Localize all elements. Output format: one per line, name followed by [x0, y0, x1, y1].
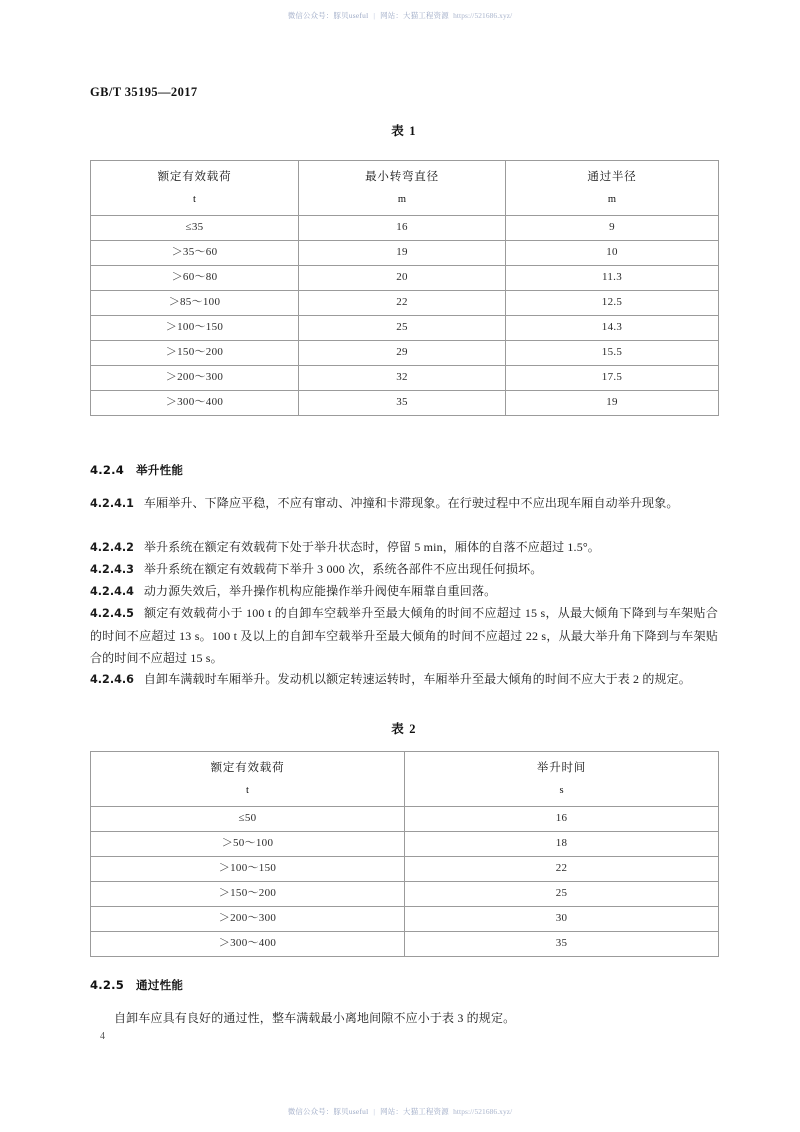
table-2-cell-lift-time: 35 [405, 932, 719, 957]
table-1-cell-load: ＞300～400 [91, 391, 299, 416]
clause-4-2-4-5 [90, 602, 718, 669]
watermark-wechat-label: 微信公众号：豚贝useful [287, 1107, 369, 1116]
standard-number-header: GB/T 35195—2017 [90, 85, 198, 99]
table-row [91, 241, 719, 266]
table-1-cell-pass-radius: 14.3 [506, 316, 719, 341]
clause-4-2-4-6 [90, 668, 718, 691]
table-1-header-load-unit: t [193, 194, 196, 206]
table-1-cell-pass-radius: 17.5 [506, 366, 719, 391]
clause-4-2-4-1 [90, 492, 718, 515]
table-1-header-load [91, 161, 299, 216]
table-2-header-lift-time-unit: s [559, 785, 564, 797]
table-2-cell-load: ＞150～200 [91, 882, 405, 907]
table-2-cell-load: ≤50 [91, 807, 405, 832]
table-row [91, 807, 719, 832]
clause-4-2-4-6-text: 自卸车满载时车厢举升。发动机以额定转速运转时，车厢举升至最大倾角的时间不应大于表 2 的规定。 [143, 672, 691, 686]
watermark-url: https://521686.xyz/ [453, 11, 513, 20]
table-2-header-load-unit: t [246, 785, 249, 797]
clause-4-2-4-4-text: 动力源失效后，举升操作机构应能操作举升阀使车厢靠自重回落。 [143, 584, 497, 598]
table-1-cell-pass-radius: 19 [506, 391, 719, 416]
watermark-site-label: 网站：大猫工程资源 [380, 1107, 449, 1116]
table-1-cell-turning-diameter: 22 [299, 291, 506, 316]
table-1-cell-load: ＞100～150 [91, 316, 299, 341]
table-1-cell-load: ＞60～80 [91, 266, 299, 291]
table-1-cell-load: ＞200～300 [91, 366, 299, 391]
table-2-header-lift-time [405, 752, 719, 807]
table-2-cell-load: ＞200～300 [91, 907, 405, 932]
table-1-cell-load: ≤35 [91, 216, 299, 241]
table-2-cell-load: ＞300～400 [91, 932, 405, 957]
clause-4-2-5-body: 自卸车应具有良好的通过性，整车满载最小离地间隙不应小于表 3 的规定。 [114, 1011, 516, 1025]
clause-4-2-4-4 [90, 580, 718, 603]
watermark-site-label: 网站：大猫工程资源 [380, 11, 449, 20]
table-row [91, 216, 719, 241]
table-1-caption: 表 1 [391, 124, 417, 138]
table-2 [90, 751, 719, 957]
clause-4-2-5-title: 通过性能 [136, 978, 184, 992]
table-1-header-pass-radius [506, 161, 719, 216]
table-1-cell-pass-radius: 9 [506, 216, 719, 241]
table-row [91, 391, 719, 416]
table-2-header-load-name: 额定有效载荷 [210, 761, 285, 774]
table-1 [90, 160, 719, 416]
table-2-cell-lift-time: 16 [405, 807, 719, 832]
clause-4-2-4-heading [90, 462, 718, 478]
table-1-cell-turning-diameter: 25 [299, 316, 506, 341]
table-1-cell-turning-diameter: 16 [299, 216, 506, 241]
table-1-header-turning-diameter [299, 161, 506, 216]
table-row [91, 857, 719, 882]
table-1-header-turning-diameter-name: 最小转弯直径 [365, 170, 439, 183]
table-1-cell-pass-radius: 11.3 [506, 266, 719, 291]
clause-4-2-4-3 [90, 558, 718, 581]
clause-4-2-5-number: 4.2.5 [90, 978, 125, 992]
watermark-top [0, 10, 800, 21]
table-1-cell-turning-diameter: 19 [299, 241, 506, 266]
table-1-cell-pass-radius: 10 [506, 241, 719, 266]
watermark-wechat-label: 微信公众号：豚贝useful [287, 11, 369, 20]
table-row [91, 907, 719, 932]
table-2-caption: 表 2 [391, 722, 417, 736]
clause-4-2-4-title: 举升性能 [136, 463, 184, 477]
clause-4-2-4-1-text: 车厢举升、下降应平稳，不应有窜动、冲撞和卡滞现象。在行驶过程中不应出现车厢自动举升现象。 [143, 496, 679, 510]
table-1-cell-turning-diameter: 20 [299, 266, 506, 291]
table-row [91, 291, 719, 316]
table-1-cell-load: ＞85～100 [91, 291, 299, 316]
clause-4-2-4-2-text: 举升系统在额定有效载荷下处于举升状态时，停留 5 min，厢体的自落不应超过 1.5°。 [143, 540, 600, 554]
table-1-cell-turning-diameter: 29 [299, 341, 506, 366]
table-1-cell-load: ＞35～60 [91, 241, 299, 266]
table-2-cell-load: ＞100～150 [91, 857, 405, 882]
table-row [91, 366, 719, 391]
clause-4-2-4-3-text: 举升系统在额定有效载荷下举升 3 000 次，系统各部件不应出现任何损坏。 [143, 562, 543, 576]
table-1-header-load-name: 额定有效载荷 [157, 170, 232, 183]
table-1-cell-load: ＞150～200 [91, 341, 299, 366]
table-row [91, 316, 719, 341]
clause-4-2-4-4-number: 4.2.4.4 [90, 585, 134, 598]
watermark-bottom [0, 1106, 800, 1117]
table-1-header-turning-diameter-unit: m [397, 194, 407, 206]
table-2-cell-lift-time: 30 [405, 907, 719, 932]
page-number: 4 [100, 1031, 105, 1042]
watermark-separator: | [373, 11, 376, 20]
table-2-header-load [91, 752, 405, 807]
table-2-cell-load: ＞50～100 [91, 832, 405, 857]
table-1-cell-pass-radius: 15.5 [506, 341, 719, 366]
table-2-cell-lift-time: 18 [405, 832, 719, 857]
table-row [91, 832, 719, 857]
table-row [91, 266, 719, 291]
watermark-url: https://521686.xyz/ [453, 1107, 513, 1116]
clause-4-2-4-5-number: 4.2.4.5 [90, 607, 134, 620]
watermark-separator: | [373, 1107, 376, 1116]
table-1-cell-turning-diameter: 32 [299, 366, 506, 391]
clause-4-2-4-number: 4.2.4 [90, 463, 125, 477]
clause-4-2-4-2-number: 4.2.4.2 [90, 541, 134, 554]
clause-4-2-4-1-number: 4.2.4.1 [90, 497, 134, 510]
table-1-cell-turning-diameter: 35 [299, 391, 506, 416]
table-1-cell-pass-radius: 12.5 [506, 291, 719, 316]
table-2-header-row [91, 752, 719, 807]
table-1-header-pass-radius-unit: m [607, 194, 617, 206]
clause-4-2-4-2 [90, 536, 718, 559]
table-1-header-pass-radius-name: 通过半径 [587, 170, 637, 183]
table-1-header-row [91, 161, 719, 216]
table-row [91, 932, 719, 957]
clause-4-2-4-3-number: 4.2.4.3 [90, 563, 134, 576]
table-row [91, 341, 719, 366]
table-2-cell-lift-time: 25 [405, 882, 719, 907]
clause-4-2-4-5-text: 额定有效载荷小于 100 t 的自卸车空载举升至最大倾角的时间不应超过 15 s，从最大倾角下降到与车架贴合的时间不应超过 13 s。100 t 及以上的自卸车空载举升至最大倾角的时间不应超过 22 s，从最大举升角下降到与车架贴合的时间不应超过 15 s。 [90, 606, 718, 665]
clause-4-2-5-heading [90, 977, 718, 993]
table-row [91, 882, 719, 907]
table-2-header-lift-time-name: 举升时间 [536, 761, 587, 774]
clause-4-2-4-6-number: 4.2.4.6 [90, 673, 134, 686]
table-2-cell-lift-time: 22 [405, 857, 719, 882]
